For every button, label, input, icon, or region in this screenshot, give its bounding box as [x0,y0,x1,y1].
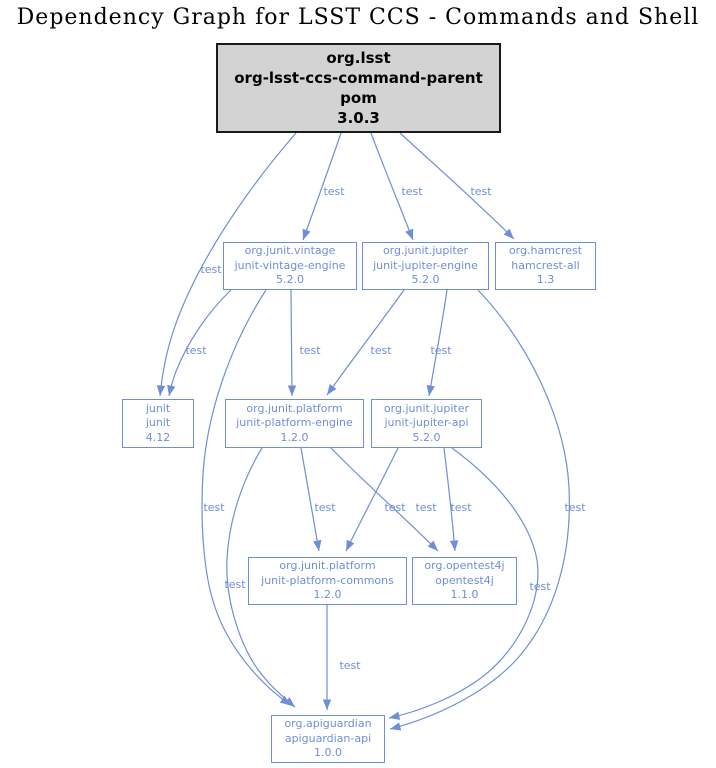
node-group-label: org.opentest4j [424,559,505,573]
graph-node-junit-jupiter-engine [362,242,489,290]
diagram-title: Dependency Graph for LSST CCS - Commands and Shell [16,5,700,30]
edge-junit-jupiter-api-to-opentest4j [444,448,455,551]
edge-scope-label: test [299,344,321,357]
node-group-label: junit [145,401,171,415]
edge-scope-label: test [323,185,345,198]
node-group-label: org.hamcrest [508,244,583,258]
node-version-label: 1.2.0 [313,588,342,602]
node-artifact-label: junit-vintage-engine [234,258,346,272]
node-group-label: org.junit.vintage [244,244,336,258]
node-artifact-label: apiguardian-api [284,731,372,745]
node-packaging-label: pom [340,89,377,107]
node-version-label: 1.0.0 [314,746,342,760]
graph-node-junit-vintage-engine [223,242,357,290]
graph-node-junit-platform-commons [248,557,407,605]
graph-node-junit-platform-engine [225,399,364,448]
edge-junit-vintage-engine-to-apiguardian-api [202,290,291,705]
edge-scope-label: test [430,344,452,357]
edge-scope-label: test [415,501,437,514]
node-group-label: org.apiguardian [284,717,372,731]
node-artifact-label: junit [145,416,171,430]
graph-node-root [216,43,501,133]
edge-scope-label: test [384,501,406,514]
node-artifact-label: junit-jupiter-engine [373,258,478,272]
node-version-label: 5.2.0 [276,273,304,287]
graph-node-junit-jupiter-api [371,399,482,448]
node-version-label: 5.2.0 [412,430,441,444]
edge-scope-label: test [450,501,472,514]
node-group-label: org.junit.jupiter [383,401,470,415]
node-artifact-label: org-lsst-ccs-command-parent [234,69,483,87]
edge-junit-jupiter-engine-to-junit-jupiter-api [429,290,447,396]
edge-scope-label: test [200,263,222,276]
edge-scope-label: test [339,659,361,672]
edge-scope-label: test [185,344,207,357]
graph-node-opentest4j [412,557,517,605]
node-artifact-label: junit-platform-commons [261,573,394,587]
node-artifact-label: opentest4j [435,573,494,587]
edge-junit-vintage-engine-to-junit [169,290,231,396]
node-version-label: 1.1.0 [450,588,479,602]
node-artifact-label: junit-platform-engine [236,416,353,430]
edge-scope-label: test [370,344,392,357]
edge-scope-label: test [470,185,492,198]
edge-junit-platform-engine-to-opentest4j [331,448,438,551]
edge-junit-jupiter-engine-to-junit-platform-engine [327,290,404,395]
node-version-label: 1.2.0 [280,430,309,444]
graph-node-apiguardian-api [271,715,385,763]
node-group-label: org.lsst [326,49,391,67]
edge-junit-jupiter-api-to-junit-platform-commons [346,448,398,551]
edge-scope-label: test [401,185,423,198]
node-version-label: 5.2.0 [411,273,440,287]
edge-scope-label: test [564,501,586,514]
edge-scope-label: test [314,501,336,514]
node-artifact-label: hamcrest-all [511,258,580,272]
edge-scope-label: test [203,501,225,514]
node-version-label: 1.3 [536,273,555,287]
edge-junit-vintage-engine-to-junit-platform-engine [291,290,292,396]
edge-scope-label: test [224,578,246,591]
edge-junit-platform-engine-to-junit-platform-commons [301,448,319,551]
graph-node-hamcrest-all [495,242,596,290]
node-group-label: org.junit.platform [246,401,343,415]
node-version-label: 4.12 [145,430,171,444]
node-version-label: 3.0.3 [337,109,380,127]
node-group-label: org.junit.jupiter [382,244,469,258]
graph-node-junit [122,399,194,448]
node-group-label: org.junit.platform [279,559,376,573]
node-artifact-label: junit-jupiter-api [384,416,469,430]
edge-scope-label: test [529,580,551,593]
